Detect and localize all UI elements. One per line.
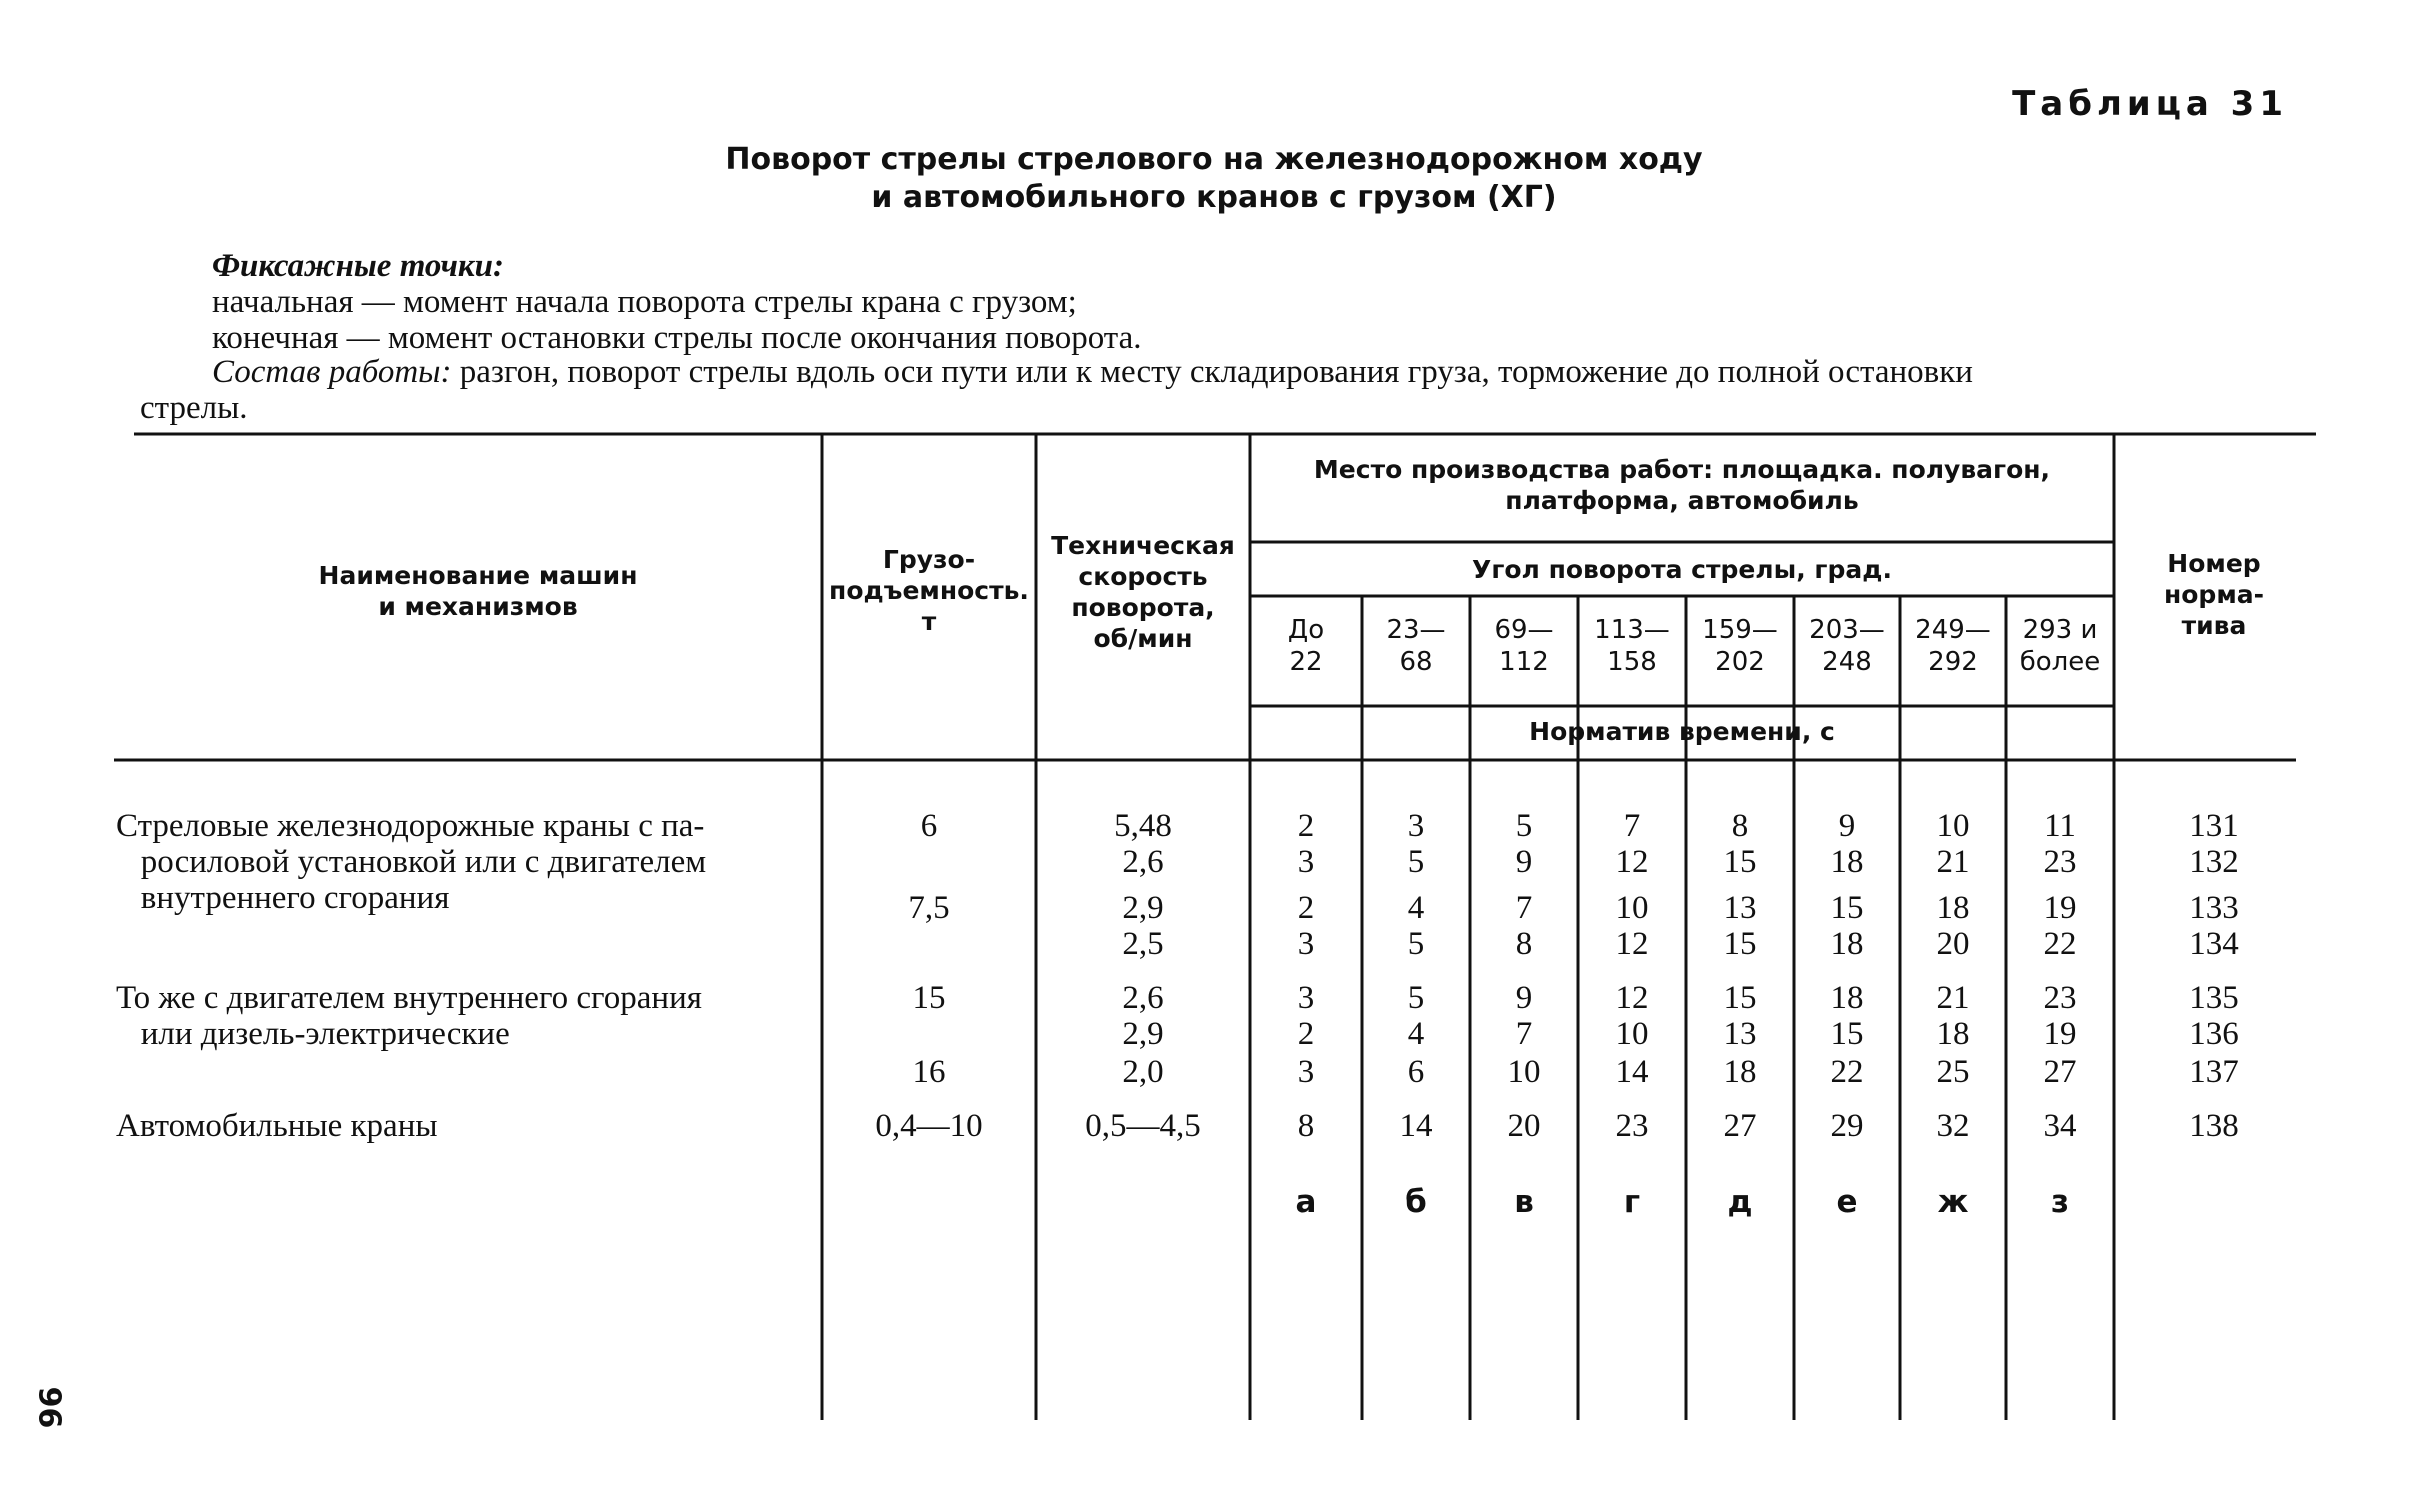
speed-cell: 2,9 <box>1122 1016 1164 1052</box>
time-cell: 13 <box>1723 890 1757 926</box>
time-cell: 18 <box>1830 844 1864 880</box>
time-cell: 25 <box>1936 1054 1970 1090</box>
speed-cell: 2,5 <box>1122 926 1164 962</box>
time-cell: 3 <box>1407 808 1425 844</box>
time-cell: 4 <box>1407 890 1425 926</box>
time-cell: 21 <box>1936 844 1970 880</box>
time-cell: 27 <box>2043 1054 2077 1090</box>
speed-cell: 5,48 <box>1114 808 1172 844</box>
time-cell: 3 <box>1297 926 1315 962</box>
time-cell: 8 <box>1731 808 1749 844</box>
column-letter: е <box>1836 1184 1858 1220</box>
speed-cell: 2,6 <box>1122 844 1164 880</box>
time-cell: 5 <box>1515 808 1533 844</box>
time-cell: 22 <box>2043 926 2077 962</box>
start-point-text: начальная — момент начала поворота стрелы крана с грузом; <box>212 284 1077 320</box>
time-cell: 3 <box>1297 844 1315 880</box>
time-cell: 23 <box>2043 980 2077 1016</box>
norm-number-cell: 131 <box>2189 808 2239 844</box>
norm-number-cell: 138 <box>2189 1108 2239 1144</box>
col-header-norm-number: Номер норма- тива <box>2163 549 2265 640</box>
angle-range-8: 293 и более <box>2019 615 2101 677</box>
time-cell: 14 <box>1615 1054 1649 1090</box>
col-header-speed: Техническая скорость поворота, об/мин <box>1051 531 1235 653</box>
angle-range-2: 23— 68 <box>1386 615 1446 677</box>
time-cell: 12 <box>1615 980 1649 1016</box>
time-cell: 27 <box>1723 1108 1757 1144</box>
time-cell: 20 <box>1936 926 1970 962</box>
norm-number-cell: 133 <box>2189 890 2239 926</box>
time-cell: 8 <box>1515 926 1533 962</box>
end-point-text: конечная — момент остановки стрелы после окончания поворота. <box>212 320 1142 356</box>
time-cell: 10 <box>1615 890 1649 926</box>
table-number: Таблица 31 <box>2012 84 2288 124</box>
time-cell: 34 <box>2043 1108 2077 1144</box>
table-title-line1: Поворот стрелы стрелового на железнодорожном ходу <box>725 142 1703 177</box>
norm-number-cell: 135 <box>2189 980 2239 1016</box>
norm-number-cell: 137 <box>2189 1054 2239 1090</box>
column-letter: д <box>1727 1184 1753 1220</box>
capacity-cell: 6 <box>920 808 938 844</box>
time-cell: 11 <box>2044 808 2076 844</box>
time-cell: 2 <box>1297 808 1315 844</box>
speed-cell: 2,0 <box>1122 1054 1164 1090</box>
time-cell: 3 <box>1297 980 1315 1016</box>
column-letter: з <box>2050 1184 2069 1220</box>
time-cell: 21 <box>1936 980 1970 1016</box>
time-cell: 5 <box>1407 980 1425 1016</box>
time-cell: 12 <box>1615 844 1649 880</box>
time-cell: 9 <box>1515 980 1533 1016</box>
column-letter: ж <box>1937 1184 1969 1220</box>
time-cell: 7 <box>1623 808 1641 844</box>
machine-name-line: или дизель-электрические <box>116 1016 510 1052</box>
time-cell: 7 <box>1515 890 1533 926</box>
time-cell: 6 <box>1407 1054 1425 1090</box>
fix-points-label: Фиксажные точки: <box>212 248 504 284</box>
speed-cell: 0,5—4,5 <box>1085 1108 1201 1144</box>
time-norm-header: Норматив времени, с <box>1529 717 1835 746</box>
time-cell: 29 <box>1830 1108 1864 1144</box>
time-cell: 4 <box>1407 1016 1425 1052</box>
time-cell: 13 <box>1723 1016 1757 1052</box>
angle-range-1: До 22 <box>1287 615 1325 677</box>
time-cell: 18 <box>1936 890 1970 926</box>
time-cell: 12 <box>1615 926 1649 962</box>
time-cell: 7 <box>1515 1016 1533 1052</box>
time-cell: 19 <box>2043 890 2077 926</box>
time-cell: 2 <box>1297 890 1315 926</box>
machine-name-line: внутреннего сгорания <box>116 880 450 916</box>
column-letter: в <box>1514 1184 1534 1220</box>
time-cell: 5 <box>1407 844 1425 880</box>
time-cell: 10 <box>1615 1016 1649 1052</box>
capacity-cell: 7,5 <box>908 890 950 926</box>
speed-cell: 2,9 <box>1122 890 1164 926</box>
time-cell: 15 <box>1723 980 1757 1016</box>
machine-name-line: То же с двигателем внутреннего сгорания <box>116 980 702 1016</box>
angle-range-5: 159— 202 <box>1702 615 1778 677</box>
time-cell: 20 <box>1507 1108 1541 1144</box>
time-cell: 2 <box>1297 1016 1315 1052</box>
column-letter: б <box>1405 1184 1427 1220</box>
col-header-name: Наименование машин и механизмов <box>318 561 638 621</box>
time-cell: 15 <box>1830 890 1864 926</box>
col-header-capacity: Грузо- подъемность. т <box>829 545 1029 636</box>
machine-name-line: Автомобильные краны <box>116 1108 438 1144</box>
time-cell: 9 <box>1515 844 1533 880</box>
time-cell: 23 <box>2043 844 2077 880</box>
work-text-continued: стрелы. <box>140 390 248 426</box>
capacity-cell: 16 <box>912 1054 946 1090</box>
speed-cell: 2,6 <box>1122 980 1164 1016</box>
time-cell: 14 <box>1399 1108 1433 1144</box>
table-title-line2: и автомобильного кранов с грузом (ХГ) <box>871 180 1557 215</box>
column-letter: г <box>1623 1184 1641 1220</box>
time-cell: 18 <box>1830 980 1864 1016</box>
time-cell: 3 <box>1297 1054 1315 1090</box>
work-text: разгон, поворот стрелы вдоль оси пути или к месту складирования груза, торможение до полной остановки <box>459 354 1973 390</box>
time-cell: 18 <box>1936 1016 1970 1052</box>
time-cell: 18 <box>1830 926 1864 962</box>
time-cell: 18 <box>1723 1054 1757 1090</box>
time-cell: 9 <box>1838 808 1856 844</box>
time-cell: 32 <box>1936 1108 1970 1144</box>
time-cell: 15 <box>1723 844 1757 880</box>
time-cell: 10 <box>1936 808 1970 844</box>
work-label: Состав работы: <box>212 354 452 390</box>
norm-number-cell: 136 <box>2189 1016 2239 1052</box>
time-cell: 19 <box>2043 1016 2077 1052</box>
angle-range-6: 203— 248 <box>1809 615 1885 677</box>
capacity-cell: 15 <box>912 980 946 1016</box>
time-cell: 5 <box>1407 926 1425 962</box>
column-letter: а <box>1295 1184 1317 1220</box>
place-of-work-header: Место производства работ: площадка. полувагон, платформа, автомобиль <box>1313 455 2051 515</box>
time-cell: 15 <box>1830 1016 1864 1052</box>
angle-range-7: 249— 292 <box>1915 615 1991 677</box>
capacity-cell: 0,4—10 <box>875 1108 983 1144</box>
norm-number-cell: 134 <box>2189 926 2239 962</box>
time-cell: 8 <box>1297 1108 1315 1144</box>
time-cell: 23 <box>1615 1108 1649 1144</box>
machine-name-line: росиловой установкой или с двигателем <box>116 844 707 880</box>
angle-range-4: 113— 158 <box>1594 615 1670 677</box>
machine-name-line: Стреловые железнодорожные краны с па- <box>116 808 705 844</box>
angle-header: Угол поворота стрелы, град. <box>1472 555 1892 584</box>
time-cell: 10 <box>1507 1054 1541 1090</box>
time-cell: 15 <box>1723 926 1757 962</box>
angle-range-3: 69— 112 <box>1494 615 1554 677</box>
page-number: 96 <box>31 1386 67 1429</box>
time-cell: 22 <box>1830 1054 1864 1090</box>
norm-number-cell: 132 <box>2189 844 2239 880</box>
